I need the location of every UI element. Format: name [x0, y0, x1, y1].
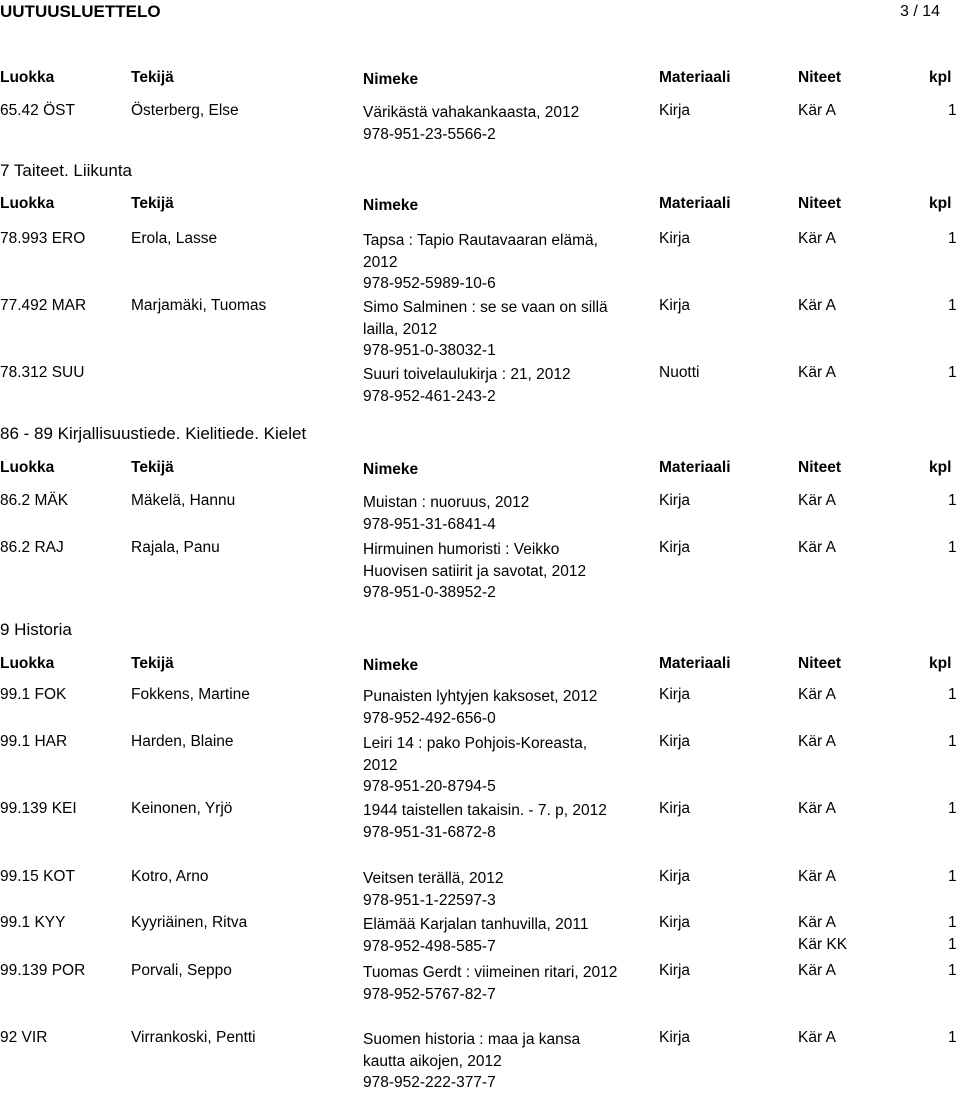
cell-nimeke [363, 800, 618, 843]
isbn-text: 978-952-498-585-7 [363, 937, 496, 955]
page-number: 3 / 14 [899, 3, 940, 20]
cell-tekija: Erola, Lasse [131, 230, 218, 247]
cell-niteet: Kär A [798, 492, 836, 509]
cell-luokka: 78.993 ERO [0, 230, 86, 247]
cell-tekija: Österberg, Else [131, 102, 239, 119]
cell-kpl: 1 [948, 686, 957, 703]
cell-tekija: Kotro, Arno [131, 868, 209, 885]
cell-materiaali: Kirja [659, 539, 691, 556]
cell-kpl: 1 [948, 297, 957, 314]
col-materiaali: Materiaali [659, 655, 731, 672]
cell-nimeke [363, 962, 618, 1005]
col-nimeke: Nimeke [363, 657, 419, 674]
cell-materiaali: Kirja [659, 102, 691, 119]
col-luokka: Luokka [0, 459, 55, 476]
cell-niteet: Kär A [798, 868, 836, 885]
page-title: UUTUUSLUETTELO [0, 2, 161, 21]
isbn-text: 978-952-222-377-7 [363, 1074, 496, 1091]
cell-materiaali: Kirja [659, 733, 691, 750]
cell-luokka: 92 VIR [0, 1029, 48, 1046]
cell-niteet: Kär A [798, 962, 836, 979]
cell-kpl: 1 [948, 492, 957, 509]
cell-kpl: 1 [948, 962, 957, 979]
column-header-row [0, 69, 960, 91]
cell-kpl: 1 [948, 230, 957, 247]
cell-nimeke [363, 686, 618, 729]
isbn-text: 978-952-5767-82-7 [363, 985, 496, 1003]
cell-nimeke [363, 914, 618, 957]
cell-kpl: 1 [948, 800, 957, 817]
isbn-text: 978-951-20-8794-5 [363, 778, 496, 795]
cell-niteet: Kär A [798, 297, 836, 314]
cell-luokka: 99.1 FOK [0, 686, 67, 703]
title-text: Punaisten lyhtyjen kaksoset, 2012 [363, 688, 598, 705]
title-text: Värikästä vahakankaasta, 2012 [363, 104, 580, 121]
cell-tekija: Keinonen, Yrjö [131, 800, 233, 817]
cell-niteet: Kär A [798, 539, 836, 556]
isbn-text: 978-951-0-38032-1 [363, 342, 496, 359]
cell-kpl-2: 1 [948, 935, 957, 953]
title-text: Veitsen terällä, 2012 [363, 870, 504, 887]
col-nimeke: Nimeke [363, 71, 419, 88]
col-niteet: Niteet [798, 459, 842, 476]
col-kpl: kpl [929, 459, 952, 476]
cell-tekija: Harden, Blaine [131, 733, 234, 750]
section-title: 86 - 89 Kirjallisuustiede. Kielitiede. Kielet [0, 424, 307, 443]
col-niteet: Niteet [798, 69, 842, 86]
col-materiaali: Materiaali [659, 195, 731, 212]
col-nimeke: Nimeke [363, 461, 419, 478]
title-text: Tapsa : Tapio Rautavaaran elämä, 2012 [363, 232, 598, 271]
col-kpl: kpl [929, 69, 952, 86]
col-nimeke: Nimeke [363, 197, 419, 214]
isbn-text: 978-952-5989-10-6 [363, 275, 496, 292]
col-niteet: Niteet [798, 195, 842, 212]
col-tekija: Tekijä [131, 195, 174, 212]
title-text: Suuri toivelaulukirja : 21, 2012 [363, 366, 571, 383]
col-niteet: Niteet [798, 655, 842, 672]
cell-nimeke [363, 539, 618, 604]
cell-kpl: 1 [948, 733, 957, 750]
cell-luokka: 77.492 MAR [0, 297, 87, 314]
cell-tekija: Mäkelä, Hannu [131, 492, 236, 509]
isbn-text: 978-952-461-243-2 [363, 387, 496, 405]
cell-luokka: 99.139 KEI [0, 800, 77, 817]
isbn-text: 978-951-23-5566-2 [363, 125, 496, 143]
cell-materiaali: Kirja [659, 492, 691, 509]
cell-tekija: Kyyriäinen, Ritva [131, 914, 248, 931]
title-text: Hirmuinen humoristi : Veikko Huovisen satiirit ja savotat, 2012 [363, 541, 587, 580]
title-text: Suomen historia : maa ja kansa kautta aikojen, 2012 [363, 1031, 581, 1070]
cell-luokka: 99.1 KYY [0, 914, 66, 931]
col-tekija: Tekijä [131, 655, 174, 672]
cell-niteet-2: Kär KK [798, 935, 848, 953]
cell-niteet: Kär A [798, 914, 836, 931]
cell-kpl: 1 [948, 364, 957, 381]
isbn-text: 978-951-0-38952-2 [363, 584, 496, 601]
cell-nimeke [363, 733, 618, 798]
cell-luokka: 99.139 POR [0, 962, 86, 979]
isbn-text: 978-951-31-6841-4 [363, 515, 496, 533]
cell-kpl: 1 [948, 1029, 957, 1046]
cell-materiaali: Kirja [659, 686, 691, 703]
cell-materiaali: Kirja [659, 800, 691, 817]
isbn-text: 978-951-31-6872-8 [363, 823, 496, 841]
col-kpl: kpl [929, 655, 952, 672]
title-text: Leiri 14 : pako Pohjois-Koreasta, 2012 [363, 735, 588, 774]
cell-kpl: 1 [948, 102, 957, 119]
title-text: 1944 taistellen takaisin. - 7. p, 2012 [363, 802, 607, 819]
column-header-row [0, 655, 960, 677]
cell-materiaali: Kirja [659, 914, 691, 931]
cell-materiaali: Kirja [659, 962, 691, 979]
col-materiaali: Materiaali [659, 459, 731, 476]
cell-nimeke [363, 102, 618, 145]
cell-niteet: Kär A [798, 800, 836, 817]
cell-materiaali: Nuotti [659, 364, 700, 381]
cell-materiaali: Kirja [659, 868, 691, 885]
cell-kpl: 1 [948, 868, 957, 885]
col-luokka: Luokka [0, 195, 55, 212]
cell-luokka: 86.2 RAJ [0, 539, 64, 556]
cell-tekija: Marjamäki, Tuomas [131, 297, 267, 314]
cell-niteet: Kär A [798, 102, 836, 119]
cell-nimeke [363, 230, 618, 295]
title-text: Muistan : nuoruus, 2012 [363, 494, 530, 511]
cell-niteet: Kär A [798, 364, 836, 381]
cell-kpl: 1 [948, 914, 957, 931]
cell-niteet: Kär A [798, 1029, 836, 1046]
cell-luokka: 78.312 SUU [0, 364, 85, 381]
cell-niteet: Kär A [798, 686, 836, 703]
cell-tekija: Fokkens, Martine [131, 686, 250, 703]
cell-luokka: 99.15 KOT [0, 868, 75, 885]
cell-materiaali: Kirja [659, 1029, 691, 1046]
col-kpl: kpl [929, 195, 952, 212]
cell-nimeke [363, 868, 618, 911]
isbn-text: 978-952-492-656-0 [363, 709, 496, 727]
col-tekija: Tekijä [131, 459, 174, 476]
cell-luokka: 86.2 MÄK [0, 492, 69, 509]
col-luokka: Luokka [0, 69, 55, 86]
col-luokka: Luokka [0, 655, 55, 672]
title-text: Tuomas Gerdt : viimeinen ritari, 2012 [363, 964, 618, 981]
section-title: 9 Historia [0, 620, 72, 639]
cell-tekija: Porvali, Seppo [131, 962, 232, 979]
cell-nimeke [363, 364, 618, 407]
title-text: Simo Salminen : se se vaan on sillä lailla, 2012 [363, 299, 608, 338]
cell-niteet: Kär A [798, 230, 836, 247]
cell-niteet: Kär A [798, 733, 836, 750]
isbn-text: 978-951-1-22597-3 [363, 891, 496, 909]
cell-materiaali: Kirja [659, 297, 691, 314]
section-title: 7 Taiteet. Liikunta [0, 161, 132, 180]
cell-kpl: 1 [948, 539, 957, 556]
col-tekija: Tekijä [131, 69, 174, 86]
column-header-row [0, 195, 960, 217]
cell-nimeke [363, 1029, 618, 1094]
cell-luokka: 99.1 HAR [0, 733, 68, 750]
title-text: Elämää Karjalan tanhuvilla, 2011 [363, 916, 589, 933]
cell-tekija: Rajala, Panu [131, 539, 220, 556]
cell-materiaali: Kirja [659, 230, 691, 247]
column-header-row [0, 459, 960, 481]
cell-tekija: Virrankoski, Pentti [131, 1029, 256, 1046]
col-materiaali: Materiaali [659, 69, 731, 86]
cell-luokka: 65.42 ÖST [0, 102, 75, 119]
cell-nimeke [363, 492, 618, 535]
cell-nimeke [363, 297, 618, 362]
